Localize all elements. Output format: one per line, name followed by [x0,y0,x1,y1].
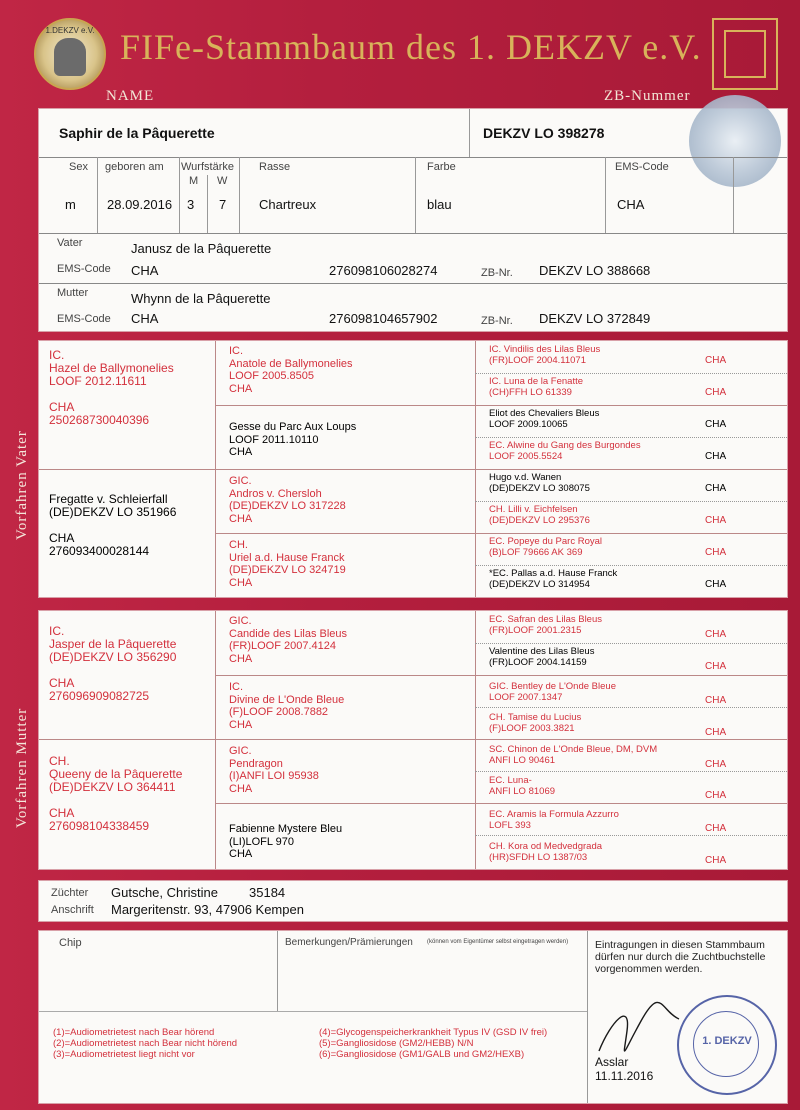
divider [215,533,787,534]
divider [475,501,787,502]
father-g3-3-ems: CHA [705,451,727,462]
father-g1-0: IC. Hazel de Ballymonelies LOOF 2012.11611 CHA 250268730040396 [49,348,174,427]
divider [475,771,787,772]
footer-panel [38,930,788,1104]
mother-g3-7-ems: CHA [705,855,727,866]
mother-g3-5-ems: CHA [705,790,727,801]
ems-value: CHA [617,197,645,212]
mother-g3-1-ems: CHA [705,661,727,672]
mother-g3-4: SC. Chinon de L'Onde Bleue, DM, DVM ANFI LO 90461 [489,744,658,766]
mother-g3-7: CH. Kora od Medvedgrada (HR)SFDH LO 1387/03 [489,841,603,863]
mother-g1-1: CH. Queeny de la Pâquerette (DE)DEKZV LO 364411 CHA 276098104338459 [49,754,183,833]
name-label: NAME [106,88,155,104]
fife-logo-inner [724,30,766,78]
father-zb: DEKZV LO 388668 [539,263,651,278]
father-ancestors-panel [38,340,788,598]
divider [215,611,216,869]
divider [277,931,278,1011]
mother-zb-label: ZB-Nr. [481,315,513,327]
mother-label: Mutter [57,287,89,299]
divider [475,707,787,708]
divider [475,373,787,374]
breeder-name: Gutsche, Christine [111,885,218,900]
mother-g2-2: GIC. Pendragon (I)ANFI LOI 95938 CHA [229,745,319,795]
father-zb-label: ZB-Nr. [481,267,513,279]
divider [39,157,787,158]
divider [605,157,606,233]
divider [39,283,787,284]
remarks-label: Bemerkungen/Prämierungen [285,937,413,948]
cat-name: Saphir de la Pâquerette [59,125,215,141]
breed-value: Chartreux [259,197,317,212]
father-label: Vater [57,237,83,249]
document-title: FIFe-Stammbaum des 1. DEKZV e.V. [120,27,702,67]
divider [207,175,208,233]
father-g1-1: Fregatte v. Schleierfall (DE)DEKZV LO 351966 CHA 276093400028144 [49,492,177,558]
mother-g3-3-ems: CHA [705,727,727,738]
divider [97,157,98,233]
mother-g3-2-ems: CHA [705,695,727,706]
father-g3-2: Eliot des Chevaliers Bleus LOOF 2009.10065 [489,408,600,430]
father-g3-7: *EC. Pallas a.d. Hause Franck (DE)DEKZV LO 314954 [489,568,618,590]
club-logo [34,18,106,90]
color-value: blau [427,197,452,212]
divider [239,157,240,233]
mother-chip: 276098104657902 [329,311,438,326]
mother-ancestors-label: Vorfahren Mutter [14,707,30,828]
father-chip: 276098106028274 [329,263,438,278]
breeder-number: 35184 [249,885,286,900]
father-g2-1: Gesse du Parc Aux Loups LOOF 2011.10110 CHA [229,421,357,458]
test-notes-right: (4)=Glycogenspeicherkrankheit Typus IV (GSD IV frei) (5)=Gangliosidose (GM2/HEBB) N/N (6)=Gangliosidose (GM1/GALB und GM2/HEXB) [319,1027,548,1060]
cat-info-panel [38,108,788,332]
father-g3-7-ems: CHA [705,579,727,590]
divider [39,233,787,234]
father-g3-0: IC. Vindilis des Lilas Bleus (FR)LOOF 2004.11071 [489,344,601,366]
divider [179,157,180,233]
father-g3-2-ems: CHA [705,419,727,430]
father-ems-label: EMS-Code [57,263,111,275]
address-label: Anschrift [51,904,94,916]
mother-g1-0: IC. Jasper de la Pâquerette (DE)DEKZV LO 356290 CHA 276096909082725 [49,624,177,703]
father-name: Janusz de la Pâquerette [131,241,272,256]
divider [469,109,470,157]
father-g2-3: CH. Uriel a.d. Hause Franck (DE)DEKZV LO 324719 CHA [229,539,346,589]
litter-w-label: W [217,175,228,187]
breeder-address: Margeritenstr. 93, 47906 Kempen [111,902,304,917]
sex-label: Sex [69,161,88,173]
official-stamp [677,995,777,1095]
father-g2-0: IC. Anatole de Ballymonelies LOOF 2005.8505 CHA [229,345,353,395]
divider [215,803,787,804]
hologram [689,95,781,187]
mother-g2-3: Fabienne Mystere Bleu (LI)LOFL 970 CHA [229,823,343,860]
mother-g3-5: EC. Luna- ANFI LO 81069 [489,775,556,797]
father-g3-3: EC. Alwine du Gang des Burgondes LOOF 2005.5524 [489,440,641,462]
litter-label: Wurfstärke [181,161,234,173]
father-ancestors-label: Vorfahren Vater [14,430,30,540]
logo-cat-figure [54,38,86,76]
litter-m-label: M [189,175,199,187]
breed-label: Rasse [259,161,291,173]
father-g3-1: IC. Luna de la Fenatte (CH)FFH LO 61339 [489,376,584,398]
divider [39,739,787,740]
remarks-note: (können vom Eigentümer selbst eingetragen werden) [427,939,569,945]
father-g3-0-ems: CHA [705,355,727,366]
father-g3-4-ems: CHA [705,483,727,494]
zb-number-label: ZB-Nummer [604,88,691,104]
mother-ancestors-panel [38,610,788,870]
father-g3-6: EC. Popeye du Parc Royal (B)LOF 79666 AK 369 [489,536,603,558]
test-notes-left: (1)=Audiometrietest nach Bear hörend (2)=Audiometrietest nach Bear nicht hörend (3)=Audiometrietest liegt nicht vor [53,1027,238,1060]
divider [475,565,787,566]
divider [475,643,787,644]
divider [415,157,416,233]
litter-m-value: 3 [187,197,195,212]
father-ems: CHA [131,263,159,278]
divider [587,931,588,1103]
father-g2-2: GIC. Andros v. Chersloh (DE)DEKZV LO 317228 CHA [229,475,346,525]
divider [215,405,787,406]
mother-name: Whynn de la Pâquerette [131,291,271,306]
mother-g2-1: IC. Divine de L'Onde Bleue (F)LOOF 2008.7882 CHA [229,681,345,731]
mother-g3-6-ems: CHA [705,823,727,834]
mother-g3-4-ems: CHA [705,759,727,770]
divider [475,835,787,836]
registry-note: Eintragungen in diesen Stammbaum dürfen nur durch die Zuchtbuchstelle vorgenommen werden. [595,939,766,975]
fife-logo [712,18,778,90]
cat-zb-number: DEKZV LO 398278 [483,125,605,141]
signature-date: 11.11.2016 [595,1069,654,1083]
father-g3-1-ems: CHA [705,387,727,398]
father-g3-5-ems: CHA [705,515,727,526]
signature [591,991,687,1061]
mother-g3-1: Valentine des Lilas Bleus (FR)LOOF 2004.14159 [489,646,595,668]
father-g3-4: Hugo v.d. Wanen (DE)DEKZV LO 308075 [489,472,590,494]
litter-w-value: 7 [219,197,227,212]
color-label: Farbe [427,161,456,173]
mother-g2-0: GIC. Candide des Lilas Bleus (FR)LOOF 2007.4124 CHA [229,615,348,665]
mother-g3-6: EC. Aramis la Formula Azzurro LOFL 393 [489,809,619,831]
sex-value: m [65,197,76,212]
chip-label: Chip [59,937,82,949]
father-g3-6-ems: CHA [705,547,727,558]
mother-g3-3: CH. Tamise du Lucius (F)LOOF 2003.3821 [489,712,582,734]
breeder-panel [38,880,788,922]
mother-ems: CHA [131,311,159,326]
born-label: geboren am [105,161,164,173]
ems-label: EMS-Code [615,161,669,173]
mother-g3-2: GIC. Bentley de L'Onde Bleue LOOF 2007.1347 [489,681,616,703]
divider [733,157,734,233]
divider [475,437,787,438]
mother-ems-label: EMS-Code [57,313,111,325]
breeder-label: Züchter [51,887,89,899]
mother-g3-0: EC. Safran des Lilas Bleus (FR)LOOF 2001.2315 [489,614,603,636]
signature-place: Asslar [595,1055,629,1069]
born-value: 28.09.2016 [107,197,173,212]
divider [39,469,787,470]
divider [215,675,787,676]
logo-text: 1.DEKZV e.V. [45,26,95,35]
stamp-text: 1. DEKZV [702,1035,752,1047]
divider [475,611,476,869]
divider [39,1011,587,1012]
mother-g3-0-ems: CHA [705,629,727,640]
father-g3-5: CH. Lilli v. Eichfelsen (DE)DEKZV LO 295376 [489,504,590,526]
mother-zb: DEKZV LO 372849 [539,311,651,326]
